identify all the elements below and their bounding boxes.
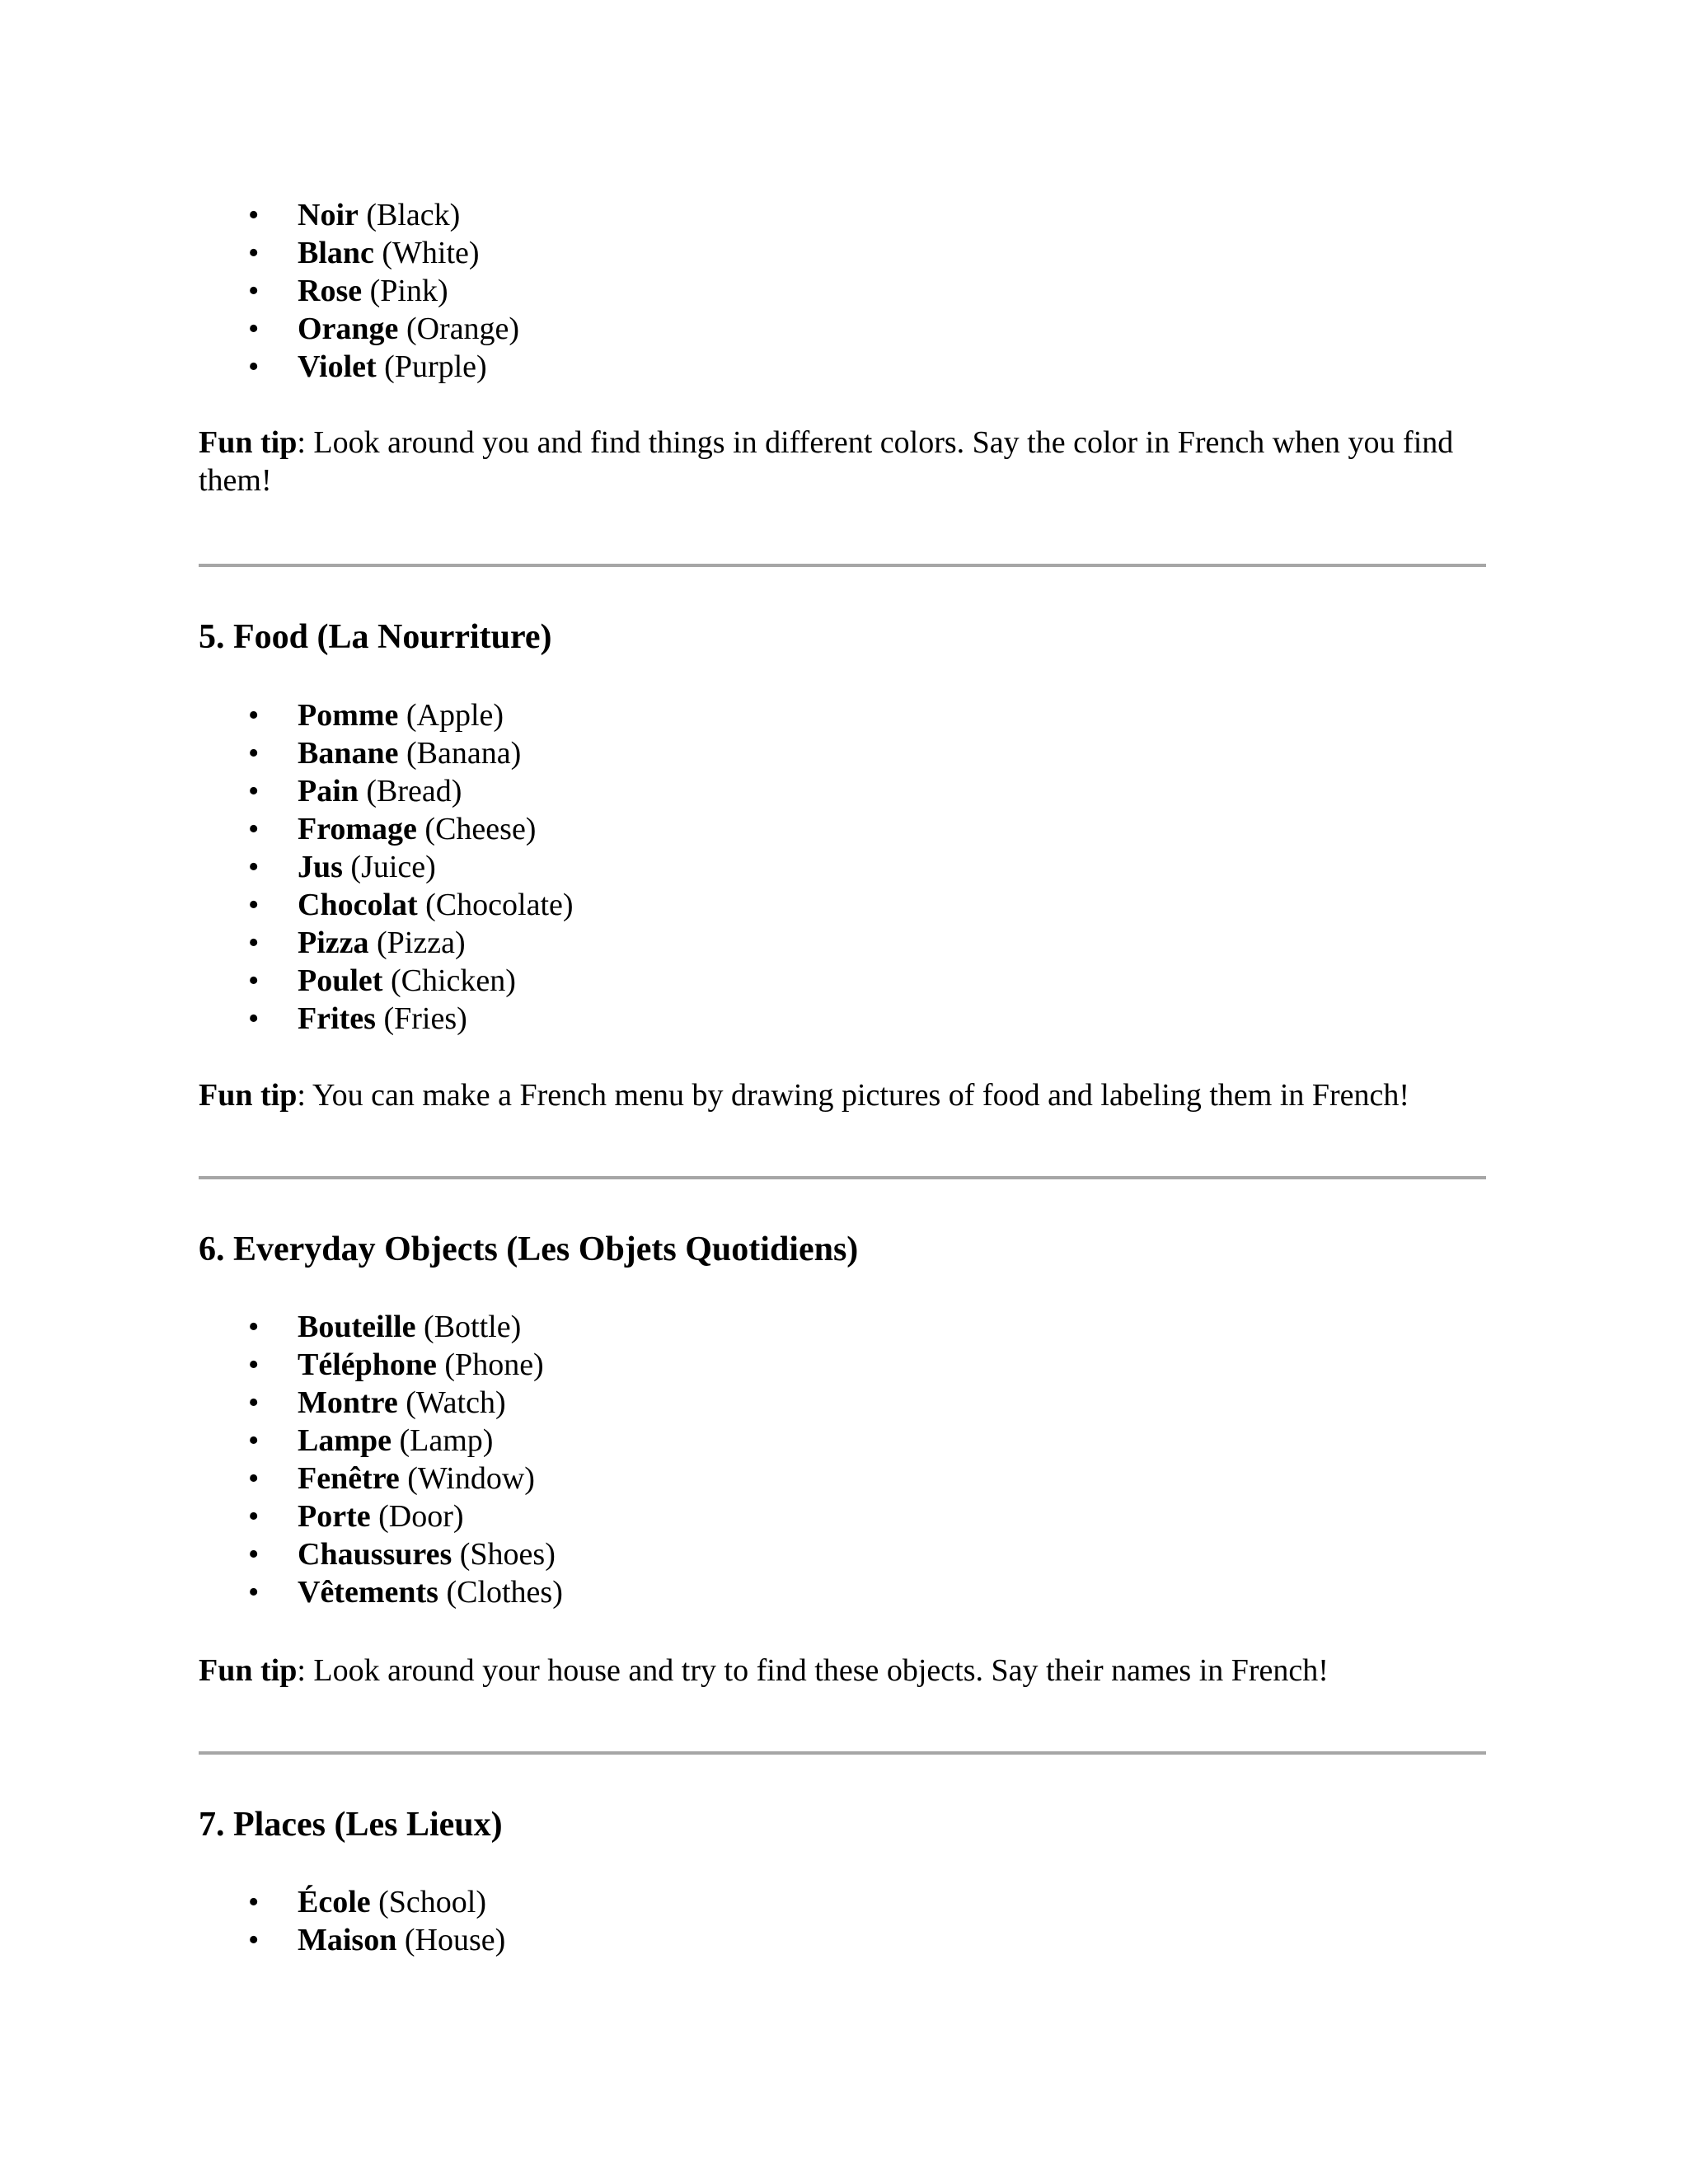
french-word: Orange [298,312,399,346]
colors-fun-tip [199,424,1484,499]
places-list [199,1883,505,1959]
english-translation: (Clothes) [446,1575,563,1610]
french-word: Bouteille [298,1310,416,1344]
section-title-food: 5. Food (La Nourriture) [199,618,552,656]
english-translation: (Window) [407,1461,535,1496]
bullet: • [248,926,260,960]
list-item [199,1460,563,1497]
english-translation: (Black) [366,198,461,232]
french-word: Poulet [298,963,383,998]
french-word: Porte [298,1499,371,1534]
list-item [199,1573,563,1611]
english-translation: (School) [378,1885,487,1919]
objects-fun-tip [199,1652,1484,1690]
french-word: Lampe [298,1423,392,1458]
bullet: • [248,812,260,846]
english-translation: (Lamp) [399,1423,494,1458]
section-title-places: 7. Places (Les Lieux) [199,1806,503,1844]
french-word: Frites [298,1001,376,1036]
section-title-objects: 6. Everyday Objects (Les Objets Quotidiens) [199,1230,859,1268]
fun-tip-text: : Look around you and find things in different colors. Say the color in French when you find them! [199,425,1454,498]
list-item [199,772,574,810]
list-item [199,348,519,386]
french-word: École [298,1885,371,1919]
english-translation: (Phone) [444,1347,544,1382]
english-translation: (Purple) [384,349,487,384]
list-item [199,1384,563,1422]
bullet: • [248,1423,260,1458]
list-item [199,272,519,310]
list-item [199,1535,563,1573]
bullet: • [248,1347,260,1382]
bullet: • [248,1461,260,1496]
english-translation: (Banana) [406,736,522,771]
food-list [199,696,574,1038]
french-word: Pomme [298,698,399,733]
bullet: • [248,963,260,998]
fun-tip-label: Fun tip [199,425,298,460]
english-translation: (White) [382,236,480,270]
french-word: Violet [298,349,377,384]
english-translation: (Chocolate) [425,888,574,922]
list-item [199,1308,563,1346]
list-item [199,810,574,848]
french-word: Pizza [298,926,369,960]
list-item [199,924,574,962]
bullet: • [248,850,260,884]
french-word: Vêtements [298,1575,438,1610]
french-word: Noir [298,198,359,232]
english-translation: (Bottle) [424,1310,522,1344]
english-translation: (Pink) [369,274,448,308]
french-word: Fenêtre [298,1461,400,1496]
bullet: • [248,1310,260,1344]
bullet: • [248,236,260,270]
french-word: Banane [298,736,399,771]
english-translation: (Apple) [406,698,504,733]
bullet: • [248,312,260,346]
english-translation: (Bread) [366,774,462,808]
french-word: Montre [298,1385,398,1420]
french-word: Téléphone [298,1347,437,1382]
bullet: • [248,1385,260,1420]
french-word: Blanc [298,236,374,270]
bullet: • [248,736,260,771]
english-translation: (Pizza) [377,926,466,960]
french-word: Jus [298,850,343,884]
fun-tip-label: Fun tip [199,1078,298,1113]
english-translation: (Watch) [406,1385,506,1420]
french-word: Chocolat [298,888,418,922]
english-translation: (Juice) [350,850,436,884]
list-item [199,1346,563,1384]
section-divider [199,1176,1486,1179]
french-word: Chaussures [298,1537,452,1572]
bullet: • [248,1885,260,1919]
list-item [199,962,574,1000]
french-word: Fromage [298,812,417,846]
section-divider [199,564,1486,567]
list-item [199,1921,505,1959]
english-translation: (House) [404,1923,506,1957]
list-item [199,886,574,924]
english-translation: (Orange) [406,312,520,346]
english-translation: (Cheese) [424,812,537,846]
english-translation: (Fries) [383,1001,467,1036]
list-item [199,1883,505,1921]
english-translation: (Chicken) [390,963,516,998]
french-word: Rose [298,274,363,308]
list-item [199,734,574,772]
bullet: • [248,1923,260,1957]
bullet: • [248,1537,260,1572]
list-item [199,848,574,886]
list-item [199,310,519,348]
list-item [199,1497,563,1535]
list-item [199,1422,563,1460]
bullet: • [248,774,260,808]
bullet: • [248,198,260,232]
list-item [199,696,574,734]
list-item [199,1000,574,1038]
bullet: • [248,698,260,733]
bullet: • [248,888,260,922]
fun-tip-text: : Look around your house and try to find these objects. Say their names in French! [297,1653,1329,1688]
bullet: • [248,1001,260,1036]
fun-tip-label: Fun tip [199,1653,298,1688]
bullet: • [248,274,260,308]
objects-list [199,1308,563,1611]
food-fun-tip [199,1076,1484,1114]
list-item [199,196,519,234]
bullet: • [248,1575,260,1610]
english-translation: (Shoes) [459,1537,556,1572]
list-item [199,234,519,272]
english-translation: (Door) [378,1499,464,1534]
bullet: • [248,1499,260,1534]
french-word: Pain [298,774,359,808]
bullet: • [248,349,260,384]
section-divider [199,1751,1486,1755]
fun-tip-text: : You can make a French menu by drawing pictures of food and labeling them in French! [297,1078,1410,1113]
french-word: Maison [298,1923,397,1957]
colors-list [199,196,519,386]
